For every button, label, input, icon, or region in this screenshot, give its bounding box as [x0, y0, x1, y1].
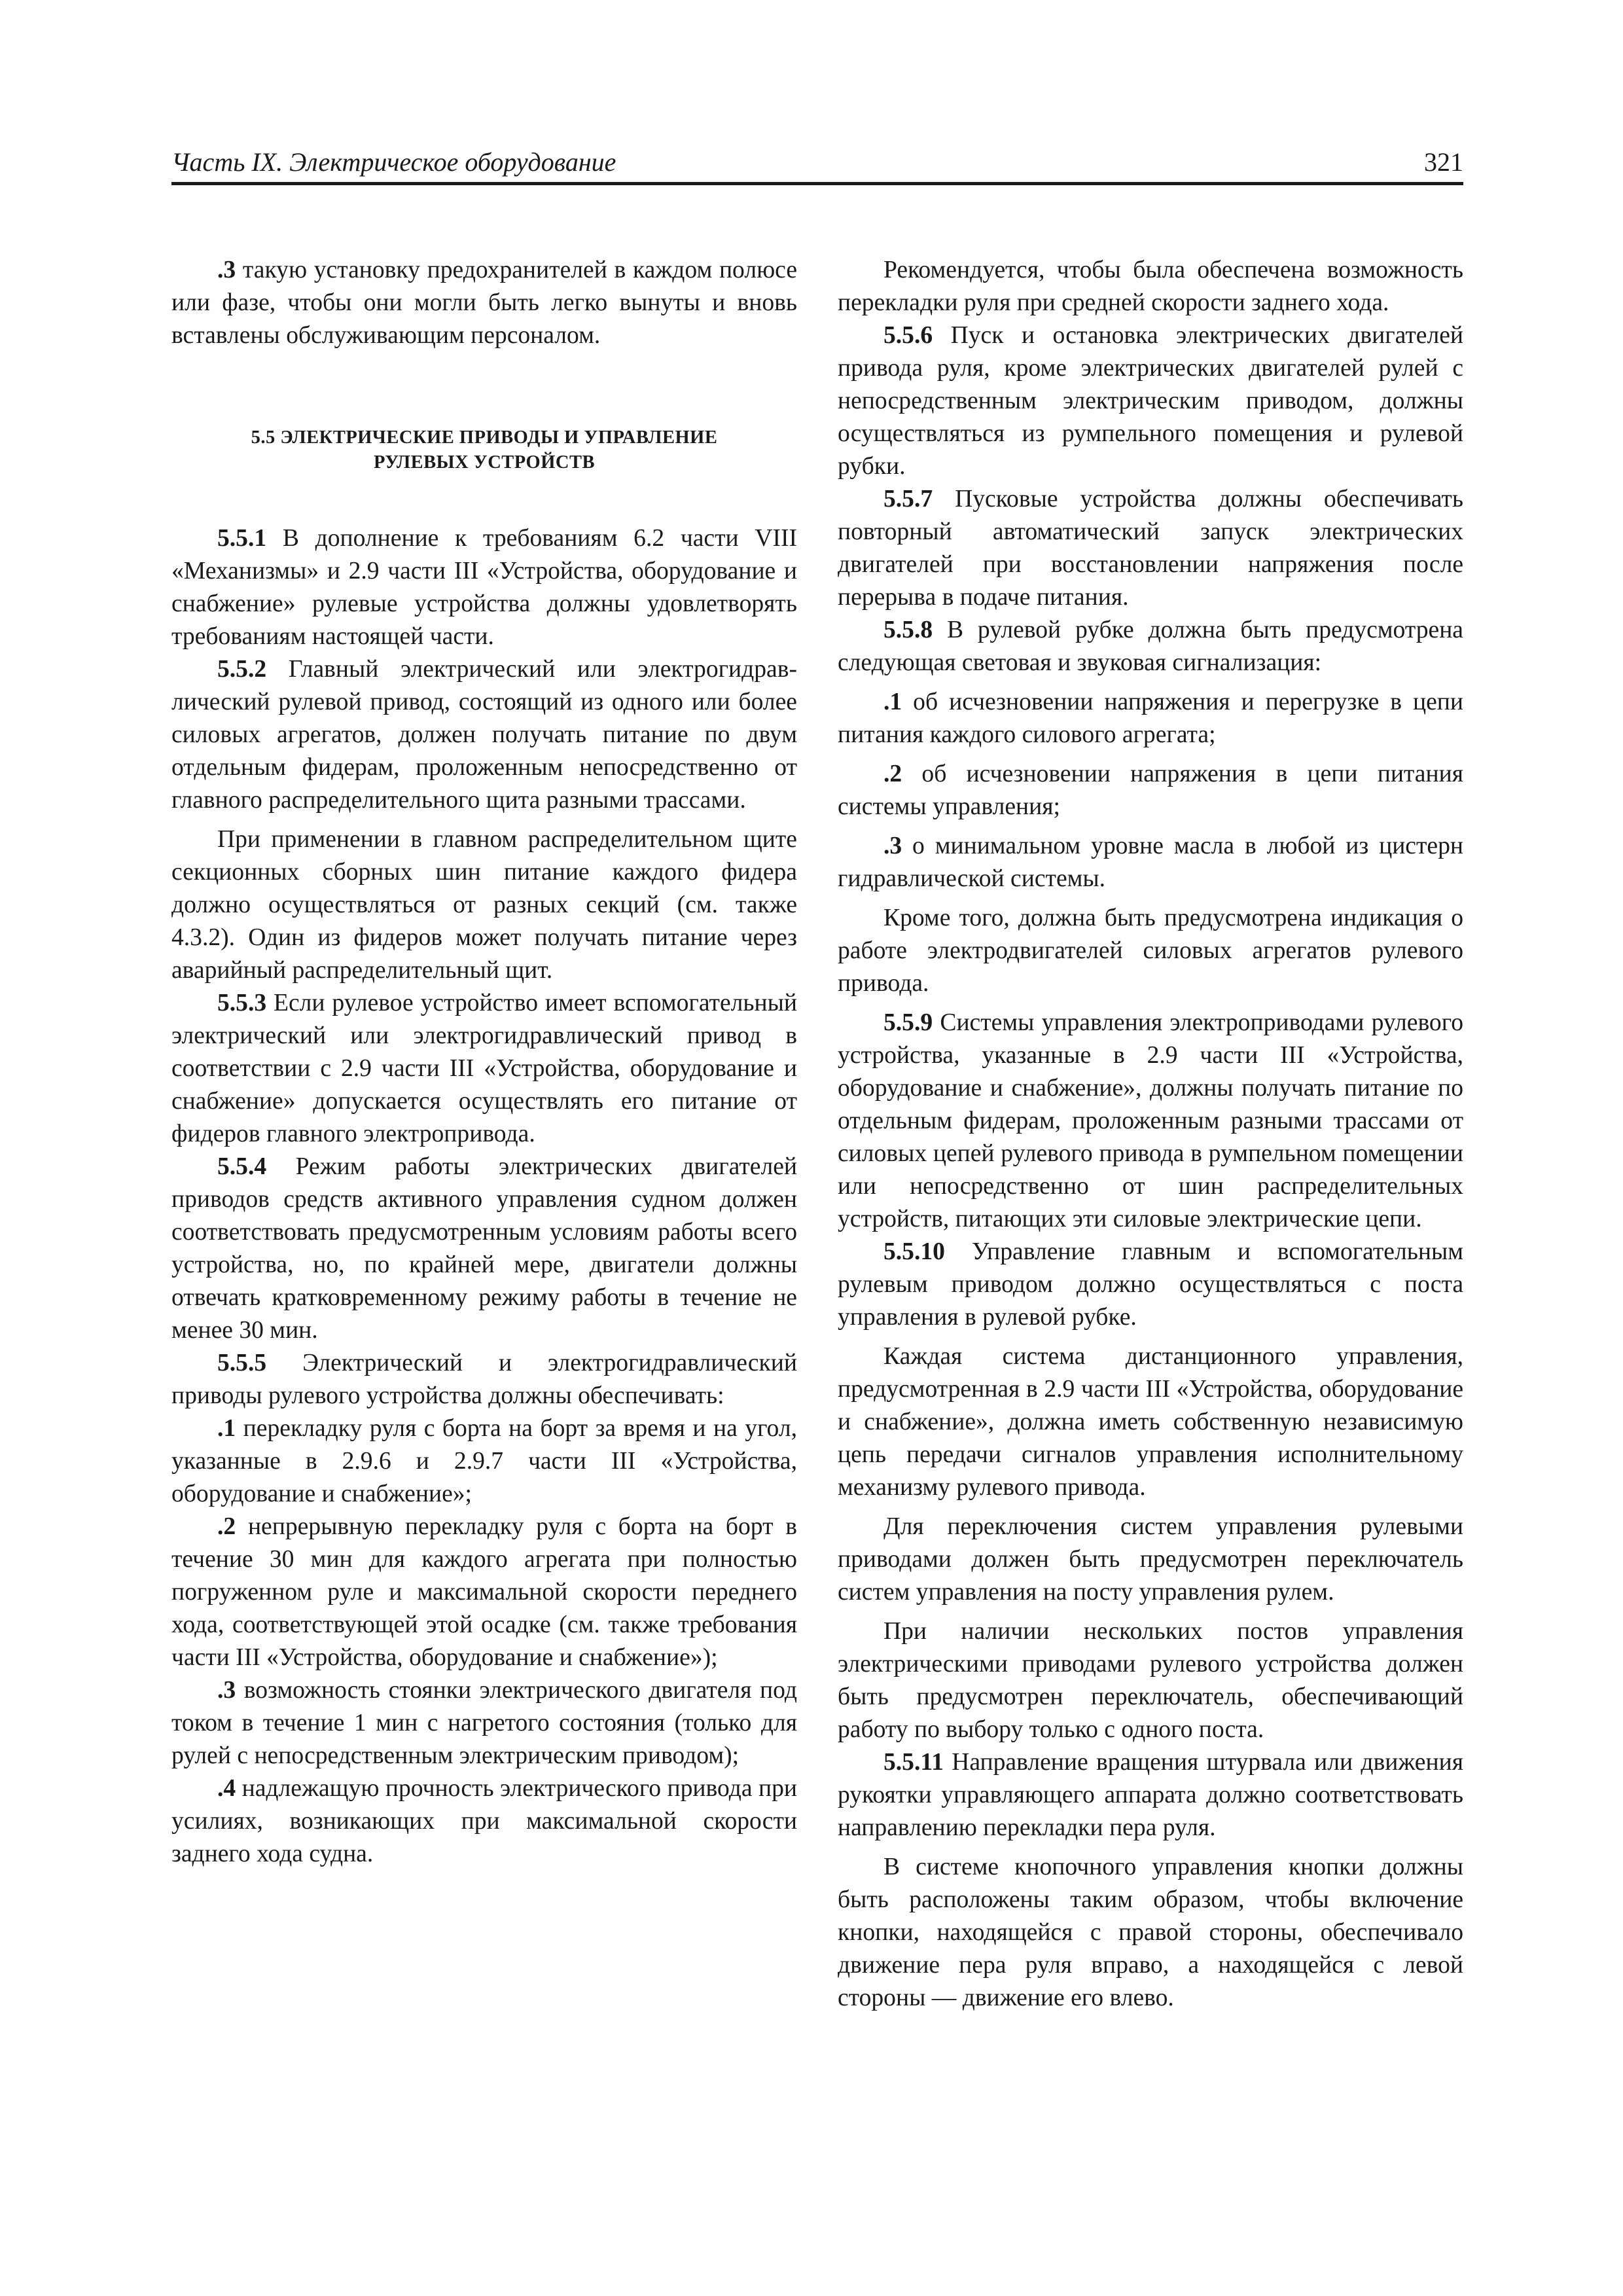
- clause-number: 5.5.11: [883, 1749, 944, 1776]
- item-number: .2: [883, 761, 902, 787]
- paragraph: [171, 1347, 797, 1412]
- paragraph-text: Направление вращения штурвала или движения рукоятки управляющего аппарата должно соответствовать направлению перекладки пера руля.: [838, 1749, 1463, 1841]
- item-number: .4: [217, 1775, 236, 1802]
- paragraph-text: об исчезновении напряжения и перегрузке в цепи питания каждого силового агрегата;: [838, 689, 1463, 748]
- clause-number: 5.5.1: [217, 525, 267, 552]
- item-number: .1: [883, 689, 902, 715]
- paragraph-text: Пуск и остановка электрических двигателей привода руля, кроме электрических двигателей рулей с непосредственным электрическим приводом, должны осуществляться из румпельного помещения и рулевой рубки.: [838, 322, 1463, 480]
- paragraph: [171, 1412, 797, 1511]
- paragraph-text: Если рулевое устройство имеет вспомогательный электрический или электрогидравлический привод в соответствии с 2.9 части III «Устройства, оборудование и снабжение» допускается осуществлять его питание от фидеров главного электропривода.: [171, 990, 797, 1147]
- clause-number: 5.5.10: [883, 1238, 945, 1265]
- clause-number: 5.5.9: [883, 1009, 933, 1036]
- section-heading: [171, 425, 797, 475]
- paragraph: [171, 1674, 797, 1772]
- paragraph: [838, 1746, 1463, 1844]
- item-number: .3: [217, 257, 236, 283]
- paragraph: [838, 254, 1463, 319]
- paragraph: [838, 830, 1463, 895]
- clause-number: 5.5.4: [217, 1153, 267, 1180]
- item-number: .2: [217, 1513, 236, 1540]
- paragraph-text: Кроме того, должна быть предусмотрена индикация о работе электродвигателей силовых агрегатов рулевого привода.: [838, 905, 1463, 997]
- page-number: 321: [1424, 147, 1463, 177]
- paragraph-text: Для переключения систем управления рулевыми приводами должен быть предусмотрен переключатель систем управления на посту управления рулем.: [838, 1513, 1463, 1605]
- paragraph-text: возможность стоянки электрического двигателя под током в течение 1 мин с нагретого состояния (только для рулей с непосредственным электрическим приводом);: [171, 1677, 797, 1769]
- paragraph-text: При наличии нескольких постов управления электрическими приводами рулевого устройства должен быть предусмотрен переключатель, обеспечивающий работу по выбору только с одного поста.: [838, 1618, 1463, 1743]
- paragraph-text: Системы управления электроприводами рулевого устройства, указанные в 2.9 части III «Устройства, оборудование и снабжение», должны получать питание по отдельным фидерам, проложенным разными трассами от силовых цепей рулевого привода в румпельном помещении или непосредственно от шин распределительных устройств, питающих эти силовые электрические цепи.: [838, 1009, 1463, 1232]
- paragraph: [838, 902, 1463, 1000]
- paragraph: [171, 987, 797, 1151]
- paragraph: [838, 1511, 1463, 1609]
- paragraph: [171, 1772, 797, 1871]
- paragraph: [838, 1340, 1463, 1504]
- paragraph: [171, 522, 797, 653]
- section-heading-line: РУЛЕВЫХ УСТРОЙСТВ: [374, 452, 595, 473]
- paragraph-text: непрерывную перекладку руля с борта на борт в течение 30 мин для каждого агрегата при полностью погруженном руле и максимальной скорости переднего хода, соответствующей этой осадке (см. также требования части III «Устройства, оборудование и снабжение»);: [171, 1513, 797, 1671]
- page-header: [171, 140, 1463, 185]
- paragraph-text: Каждая система дистанционного управления, предусмотренная в 2.9 части III «Устройства, оборудование и снабжение», должна иметь собственную независимую цепь передачи сигналов управления исполнительному механизму рулевого привода.: [838, 1343, 1463, 1501]
- section-heading-line: 5.5 ЭЛЕКТРИЧЕСКИЕ ПРИВОДЫ И УПРАВЛЕНИЕ: [251, 427, 718, 448]
- paragraph-text: Электрический и электрогидравлический приводы рулевого устройства должны обеспечивать:: [171, 1350, 797, 1409]
- paragraph-text: перекладку руля с борта на борт за время и на угол, указанные в 2.9.6 и 2.9.7 части III «Устройства, оборудование и снабжение»;: [171, 1415, 797, 1507]
- paragraph: [171, 1511, 797, 1674]
- paragraph-text: об исчезновении напряжения в цепи питания системы управления;: [838, 761, 1463, 820]
- right-column: [838, 254, 1463, 2015]
- clause-number: 5.5.5: [217, 1350, 267, 1376]
- paragraph-text: Главный электрический или электрогидравлический рулевой привод, состоящий из одного или более силовых агрегатов, должен получать питание по двум отдельным фидерам, проложенным непосредственно от главного распределительного щита разными трассами.: [171, 656, 797, 814]
- clause-number: 5.5.8: [883, 617, 933, 643]
- paragraph: [838, 614, 1463, 679]
- paragraph: [838, 319, 1463, 483]
- paragraph-text: Управление главным и вспомогательным рулевым приводом должно осуществляться с поста управления в рулевой рубке.: [838, 1238, 1463, 1331]
- item-number: .1: [217, 1415, 236, 1442]
- clause-number: 5.5.6: [883, 322, 933, 349]
- clause-number: 5.5.7: [883, 486, 933, 512]
- paragraph: [171, 254, 797, 352]
- clause-number: 5.5.2: [217, 656, 267, 683]
- paragraph: [838, 1007, 1463, 1236]
- paragraph-text: Режим работы электрических двигателей приводов средств активного управления судном должен соответствовать предусмотренным условиям работы всего устройства, но, по крайней мере, двигатели должны отвечать кратковременному режиму работы в течение не менее 30 мин.: [171, 1153, 797, 1344]
- clause-number: 5.5.3: [217, 990, 267, 1016]
- paragraph-text: При применении в главном распределительном щите секционных сборных шин питание каждого фидера должно осуществляться от разных секций (см. также 4.3.2). Один из фидеров может получать питание через аварийный распределительный щит.: [171, 826, 797, 984]
- paragraph: [838, 758, 1463, 823]
- paragraph: [171, 1151, 797, 1347]
- paragraph-text: В системе кнопочного управления кнопки должны быть расположены таким образом, чтобы включение кнопки, находящейся с правой стороны, обеспечивало движение пера руля вправо, а находящейся с левой стороны — движение его влево.: [838, 1854, 1463, 2011]
- item-number: .3: [217, 1677, 236, 1704]
- paragraph: [838, 1851, 1463, 2015]
- paragraph: [171, 653, 797, 817]
- paragraph-text: Пусковые устройства должны обеспечивать повторный автоматический запуск электрических двигателей при восстановлении напряжения после перерыва в подаче питания.: [838, 486, 1463, 611]
- left-column: [171, 254, 797, 1871]
- item-number: .3: [883, 833, 902, 859]
- paragraph-text: такую установку предохранителей в каждом полюсе или фазе, чтобы они могли быть легко вынуты и вновь вставлены обслуживающим персоналом.: [171, 257, 797, 349]
- paragraph-text: о минимальном уровне масла в любой из цистерн гидравлической системы.: [838, 833, 1463, 892]
- paragraph-text: надлежащую прочность электрического привода при усилиях, возникающих при максимальной скорости заднего хода судна.: [171, 1775, 797, 1867]
- paragraph-text: В рулевой рубке должна быть предусмотрена следующая световая и звуковая сигнализация:: [838, 617, 1463, 676]
- paragraph: [838, 483, 1463, 614]
- paragraph: [171, 823, 797, 987]
- running-header-title: Часть IX. Электрическое оборудование: [171, 147, 616, 177]
- paragraph-text: Рекомендуется, чтобы была обеспечена возможность перекладки руля при средней скорости заднего хода.: [838, 257, 1463, 316]
- paragraph: [838, 1615, 1463, 1746]
- paragraph: [838, 1236, 1463, 1334]
- paragraph-text: В дополнение к требованиям 6.2 части VIII «Механизмы» и 2.9 части III «Устройства, оборудование и снабжение» рулевые устройства должны удовлетворять требованиям настоящей части.: [171, 525, 797, 650]
- paragraph: [838, 686, 1463, 751]
